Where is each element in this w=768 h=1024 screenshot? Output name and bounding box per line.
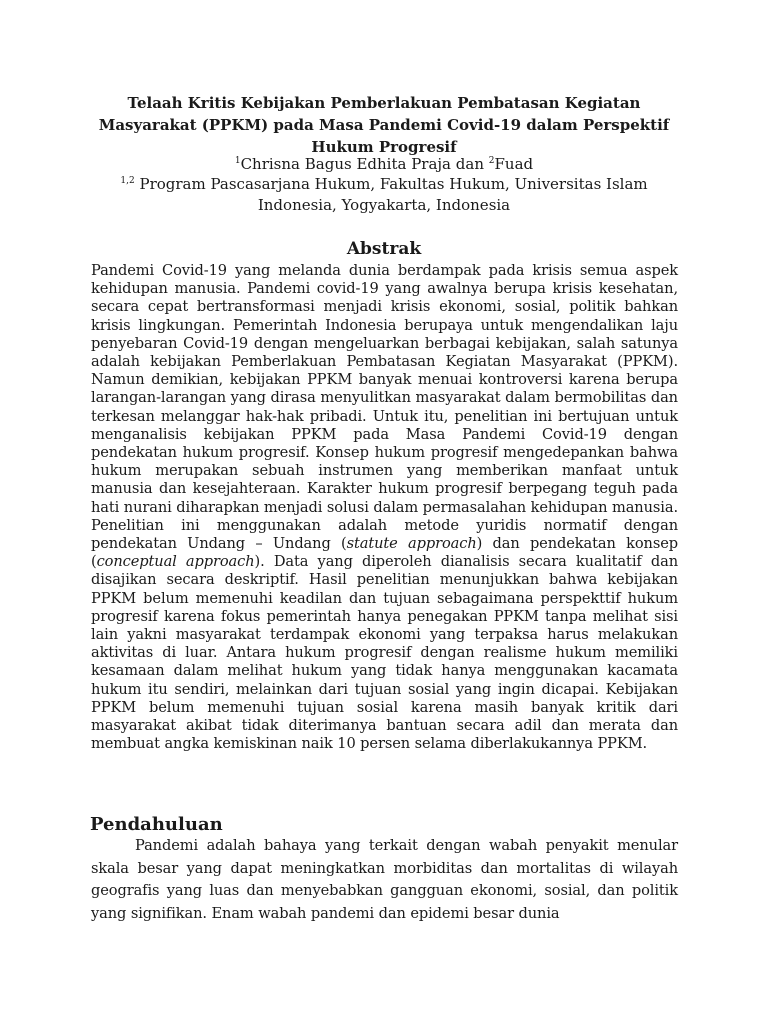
affiliation bbox=[90, 174, 678, 216]
author2-superscript: 2 bbox=[488, 156, 495, 166]
abstract-heading: Abstrak bbox=[346, 239, 422, 259]
abstract-italic-conceptual: conceptual approach bbox=[96, 553, 255, 571]
author2-name: Fuad bbox=[494, 155, 534, 173]
abstract-text-part1: Pandemi Covid-19 yang melanda dunia berdampak pada krisis semua aspek kehidupan manusia. Pandemi covid-19 yang awalnya berupa krisis kesehatan, secara cepat bertransformasi menjadi krisis ekonomi, sosial, politik bahkan krisis lingkungan. Pemerintah Indonesia berupaya untuk mengendalikan laju penyebaran Covid-19 dengan mengeluarkan berbagai kebijakan, salah satunya adalah kebijakan Pemberlakuan Pembatasan Kegiatan Masyarakat (PPKM). Namun demikian, kebijakan PPKM banyak menuai kontroversi karena berupa larangan-larangan yang dirasa menyulitkan masyarakat dalam bermobilitas dan terkesan melanggar hak-hak pribadi. Untuk itu, penelitian ini bertujuan untuk menganalisis kebijakan PPKM pada Masa Pandemi Covid-19 dengan pendekatan hukum progresif. Konsep hukum progresif mengedepankan bahwa hukum merupakan sebuah instrumen yang memberikan manfaat untuk manusia dan kesejahteraan. Karakter hukum progresif berpegang teguh pada hati nurani diharapkan menjadi solusi dalam permasalahan kehidupan manusia. Penelitian ini menggunakan adalah metode yuridis normatif dengan pendekatan Undang – Undang ( bbox=[91, 262, 678, 553]
author-conjunction: dan bbox=[455, 155, 484, 173]
abstract-text-part2: ) dan pendekatan konsep ( bbox=[91, 535, 678, 571]
abstract-text-part3: ). Data yang diperoleh dianalisis secara kualitatif dan disajikan secara deskriptif. Hasil penelitian menunjukkan bahwa kebijakan PPKM belum memenuhi keadilan dan tujuan sebagaimana perspekttif hukum progresif karena fokus pemerintah hanya penegakan PPKM tanpa melihat sisi lain yakni masyarakat terdampak ekonomi yang terpaksa harus melakukan aktivitas di luar. Antara hukum progresif dengan realisme hukum memiliki kesamaan dalam melihat hukum yang tidak hanya menggunakan kacamata hukum itu sendiri, melainkan dari tujuan sosial yang ingin dicapai. Kebijakan PPKM belum memenuhi tujuan sosial karena masih banyak kritik dari masyarakat akibat tidak diterimanya bantuan secara adil dan merata dan membuat angka kemiskinan naik 10 persen selama diberlakukannya PPKM. bbox=[91, 553, 678, 753]
author-line bbox=[90, 153, 678, 175]
author1-name: Chrisna Bagus Edhita Praja bbox=[240, 155, 451, 173]
abstract-body bbox=[91, 262, 678, 753]
abstract-italic-statute: statute approach bbox=[346, 535, 477, 553]
affiliation-superscript: 1,2 bbox=[120, 176, 135, 186]
section-heading-introduction: Pendahuluan bbox=[90, 814, 223, 835]
paper-title: Telaah Kritis Kebijakan Pemberlakuan Pembatasan Kegiatan Masyarakat (PPKM) pada Masa Pandemi Covid-19 dalam Perspektif Hukum Progresif bbox=[98, 94, 670, 156]
introduction-paragraph: Pandemi adalah bahaya yang terkait dengan wabah penyakit menular skala besar yang dapat meningkatkan morbiditas dan mortalitas di wilayah geografis yang luas dan menyebabkan gangguan ekonomi, sosial, dan politik yang signifikan. Enam wabah pandemi dan epidemi besar dunia bbox=[91, 837, 678, 922]
author1-superscript: 1 bbox=[234, 156, 241, 166]
affiliation-text: Program Pascasarjana Hukum, Fakultas Hukum, Universitas Islam Indonesia, Yogyakarta, Indonesia bbox=[139, 175, 648, 214]
